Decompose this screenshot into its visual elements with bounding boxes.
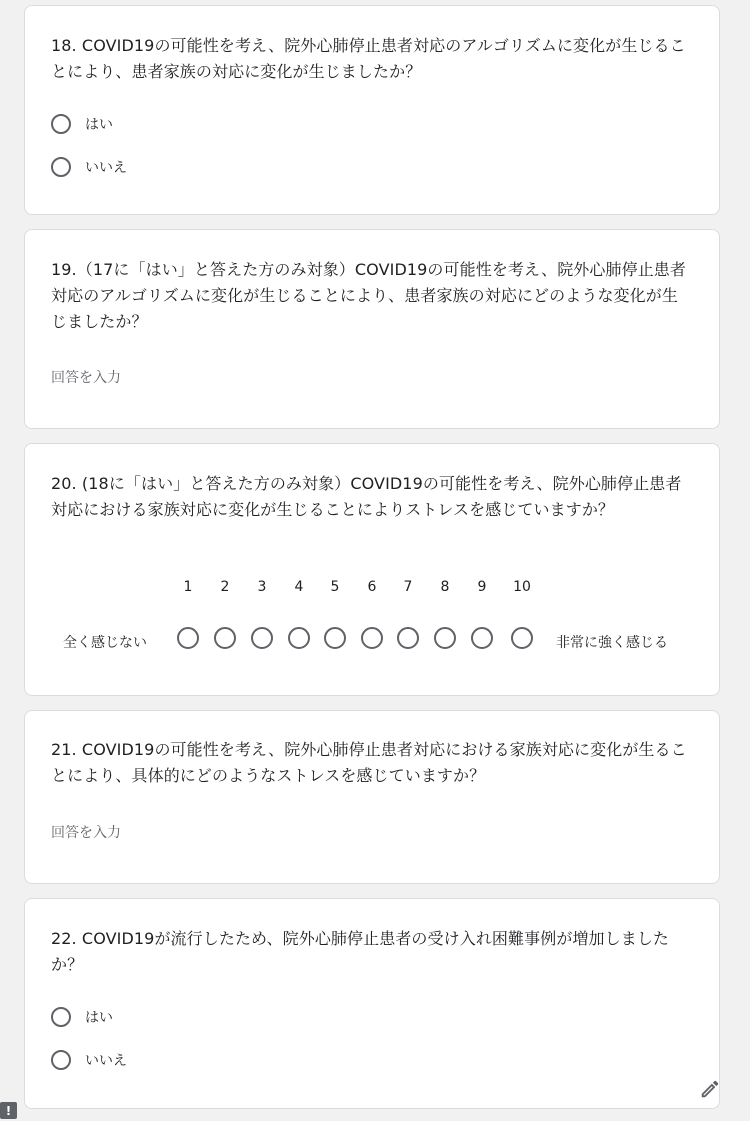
scale-radio-1[interactable] bbox=[177, 627, 199, 649]
question-card-21 bbox=[24, 710, 720, 884]
question-title-19: 19.（17に「はい」と答えた方のみ対象）COVID19の可能性を考え、院外心肺停止患者対応のアルゴリズムに変化が生じることにより、患者家族の対応にどのような変化が生じましたか？ bbox=[51, 260, 686, 331]
scale-label-10: 10 bbox=[513, 579, 531, 595]
scale-radio-3[interactable] bbox=[251, 627, 273, 649]
scale-label-9: 9 bbox=[477, 579, 487, 595]
scale-min-label: 全く感じない bbox=[63, 635, 147, 651]
question-card-18 bbox=[24, 5, 720, 215]
radio-button[interactable] bbox=[51, 157, 71, 177]
answer-input-19[interactable] bbox=[51, 367, 361, 389]
question-title-18: 18. COVID19の可能性を考え、院外心肺停止患者対応のアルゴリズムに変化が生じることにより、患者家族の対応に変化が生じましたか？ bbox=[51, 36, 686, 81]
option-no-18[interactable] bbox=[51, 155, 127, 179]
scale-radio-4[interactable] bbox=[288, 627, 310, 649]
scale-radio-10[interactable] bbox=[511, 627, 533, 649]
option-label: はい bbox=[85, 117, 113, 133]
option-yes-18[interactable] bbox=[51, 112, 113, 136]
radio-button[interactable] bbox=[51, 1050, 71, 1070]
scale-max-label: 非常に強く感じる bbox=[556, 635, 668, 651]
question-title-20: 20. (18に「はい」と答えた方のみ対象）COVID19の可能性を考え、院外心肺停止患者対応における家族対応に変化が生じることによりストレスを感じていますか？ bbox=[51, 474, 682, 519]
option-no-22[interactable] bbox=[51, 1048, 127, 1072]
scale-label-1: 1 bbox=[183, 579, 193, 595]
radio-button[interactable] bbox=[51, 114, 71, 134]
scale-radio-7[interactable] bbox=[397, 627, 419, 649]
pencil-icon bbox=[699, 1078, 721, 1104]
question-title-21: 21. COVID19の可能性を考え、院外心肺停止患者対応における家族対応に変化が生ることにより、具体的にどのようなストレスを感じていますか？ bbox=[51, 740, 687, 785]
question-card-19 bbox=[24, 229, 720, 429]
question-title-22: 22. COVID19が流行したため、院外心肺停止患者の受け入れ困難事例が増加しましたか？ bbox=[51, 929, 670, 974]
edit-button[interactable] bbox=[690, 1071, 730, 1111]
answer-input-21[interactable] bbox=[51, 822, 361, 844]
scale-radio-5[interactable] bbox=[324, 627, 346, 649]
scale-label-8: 8 bbox=[440, 579, 450, 595]
scale-label-5: 5 bbox=[330, 579, 340, 595]
scale-radio-9[interactable] bbox=[471, 627, 493, 649]
scale-radio-2[interactable] bbox=[214, 627, 236, 649]
scale-label-6: 6 bbox=[367, 579, 377, 595]
scale-label-4: 4 bbox=[294, 579, 304, 595]
option-label: いいえ bbox=[85, 160, 127, 176]
option-label: はい bbox=[85, 1010, 113, 1026]
option-yes-22[interactable] bbox=[51, 1005, 113, 1029]
report-button[interactable] bbox=[0, 1102, 17, 1119]
radio-button[interactable] bbox=[51, 1007, 71, 1027]
option-label: いいえ bbox=[85, 1053, 127, 1069]
scale-label-7: 7 bbox=[403, 579, 413, 595]
question-card-20 bbox=[24, 443, 720, 696]
report-icon: ! bbox=[5, 1103, 12, 1118]
scale-radio-8[interactable] bbox=[434, 627, 456, 649]
scale-label-2: 2 bbox=[220, 579, 230, 595]
scale-label-3: 3 bbox=[257, 579, 267, 595]
question-card-22 bbox=[24, 898, 720, 1109]
scale-radio-6[interactable] bbox=[361, 627, 383, 649]
